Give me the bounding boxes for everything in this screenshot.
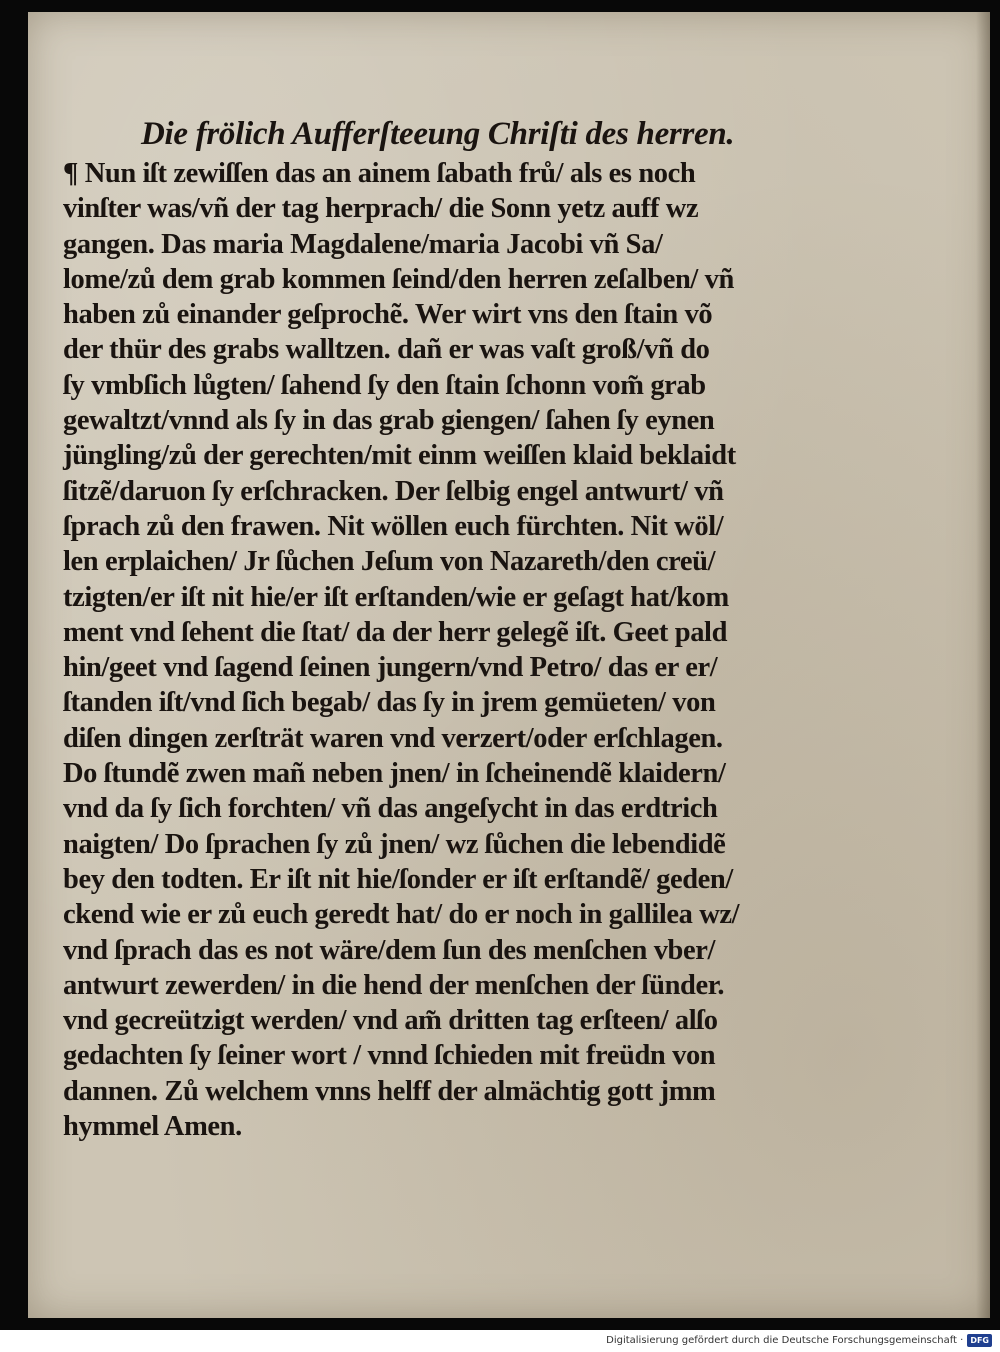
text-line: ckend wie er zů euch geredt hat/ do er noch in gallilea wz/	[63, 899, 740, 931]
text-line: jüngling/zů der gerechten/mit einm weiſſen klaid beklaidt	[63, 440, 736, 472]
text-line: ¶ Nun iſt zewiſſen das an ainem ſabath frů/ als es noch	[63, 158, 696, 189]
text-line: Do ſtundẽ zwen mañ neben jnen/ in ſcheinendẽ klaidern/	[63, 758, 726, 790]
text-line: ſitzẽ/daruon ſy erſchracken. Der ſelbig engel antwurt/ vñ	[63, 475, 724, 507]
text-line: diſen dingen zerſträt waren vnd verzert/oder erſchlagen.	[63, 722, 723, 754]
text-line: tzigten/er iſt nit hie/er iſt erſtanden/wie er geſagt hat/kom	[63, 581, 729, 613]
text-line: gedachten ſy ſeiner wort / vnnd ſchieden mit freüdn von	[63, 1040, 716, 1072]
funding-credit-text: Digitalisierung gefördert durch die Deutsche Forschungsgemeinschaft ·	[606, 1335, 964, 1346]
text-line: naigten/ Do ſprachen ſy zů jnen/ wz ſůchen die lebendidẽ	[63, 828, 726, 860]
dfg-logo-icon: DFG	[967, 1334, 992, 1347]
page-heading: Die frölich Aufferſteeung Chriſti des herren.	[141, 116, 735, 152]
text-line: vinſter was/vñ der tag herprach/ die Sonn yetz auff wz	[63, 193, 699, 225]
text-line: hymmel Amen.	[63, 1111, 242, 1143]
text-line: dannen. Zů welchem vnns helff der almächtig gott jmm	[63, 1075, 716, 1107]
page-text-block	[63, 112, 823, 1144]
text-line: vnd gecreützigt werden/ vnd am̃ dritten tag erſteen/ alſo	[63, 1005, 718, 1037]
text-line: ſy vmbſich lůgten/ ſahend ſy den ſtain ſchonn vom̃ grab	[63, 369, 706, 401]
text-line: hin/geet vnd ſagend ſeinen jungern/vnd Petro/ das er er/	[63, 652, 718, 684]
text-line: vnd ſprach das es not wäre/dem ſun des menſchen vber/	[63, 934, 716, 966]
text-line: antwurt zewerden/ in die hend der menſchen der ſünder.	[63, 969, 725, 1001]
text-line: ſtanden iſt/vnd ſich begab/ das ſy in jrem gemüeten/ von	[63, 687, 716, 719]
text-line: der thür des grabs walltzen. dañ er was vaſt groß/vñ do	[63, 334, 710, 366]
text-line: lome/zů dem grab kommen ſeind/den herren zeſalben/ vñ	[63, 263, 734, 295]
text-line: ment vnd ſehent die ſtat/ da der herr gelegẽ iſt. Geet pald	[63, 616, 728, 648]
book-page	[28, 12, 990, 1318]
text-line: gewaltzt/vnnd als ſy in das grab giengen/ ſahen ſy eynen	[63, 405, 715, 437]
text-line: len erplaichen/ Jr ſůchen Jeſum von Nazareth/den creü/	[63, 546, 716, 578]
text-line: vnd da ſy ſich forchten/ vñ das angeſycht in das erdtrich	[63, 793, 718, 825]
text-line: gangen. Das maria Magdalene/maria Jacobi vñ Sa/	[63, 228, 663, 260]
footer-credit	[606, 1334, 992, 1347]
text-line: haben zů einander geſprochẽ. Wer wirt vns den ſtain võ	[63, 299, 713, 331]
text-line: bey den todten. Er iſt nit hie/ſonder er iſt erſtandẽ/ geden/	[63, 863, 733, 895]
page-edge-shadow	[976, 12, 990, 1318]
text-line: ſprach zů den frawen. Nit wöllen euch fürchten. Nit wöl/	[63, 510, 724, 542]
footer-bar	[0, 1330, 1000, 1352]
